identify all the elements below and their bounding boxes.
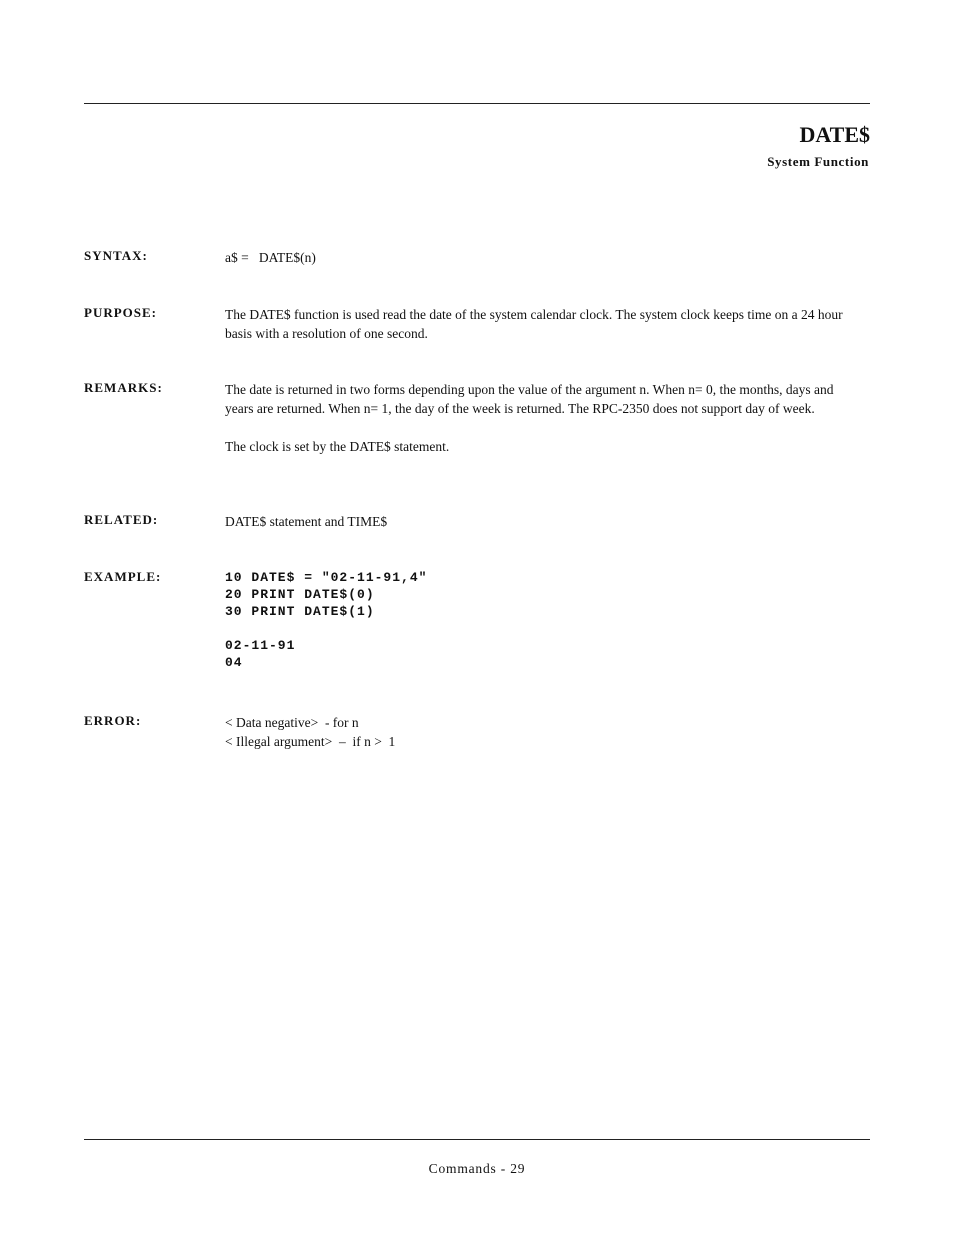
error-label: ERROR: [84, 713, 142, 728]
code-line: 20 PRINT DATE$(0) [225, 587, 375, 602]
related-text: DATE$ statement and TIME$ [225, 514, 388, 529]
remarks-paragraph-2: The clock is set by the DATE$ statement. [225, 439, 450, 454]
remarks-paragraph-1: The date is returned in two forms depending upon the value of the argument n. When n= 0, the months, days and years are returned. When n= 1, the day of the week is returned. The RPC-2350 does not support day of week. [225, 382, 834, 416]
code-spacer [225, 620, 855, 637]
example-code-block [225, 569, 855, 671]
header-rule [84, 103, 870, 104]
page-title: DATE$ [799, 122, 870, 147]
purpose-label: PURPOSE: [84, 305, 157, 320]
remarks-label: REMARKS: [84, 380, 163, 395]
related-label: RELATED: [84, 512, 159, 527]
error-line-2: < Illegal argument> – if n > 1 [225, 734, 396, 749]
purpose-paragraph: The DATE$ function is used read the date of the system calendar clock. The system clock keeps time on a 24 hour basis with a resolution of one second. [225, 307, 843, 341]
remarks-text [225, 380, 855, 456]
syntax-label: SYNTAX: [84, 248, 148, 263]
purpose-text [225, 305, 855, 343]
page-subtitle: System Function [767, 154, 869, 169]
code-line: 10 DATE$ = "02-11-91,4" [225, 570, 428, 585]
page-number: Commands - 29 [428, 1161, 526, 1176]
syntax-text: a$ = DATE$(n) [225, 250, 316, 265]
footer-rule [84, 1139, 870, 1140]
error-line-1: < Data negative> - for n [225, 715, 359, 730]
code-line: 30 PRINT DATE$(1) [225, 604, 375, 619]
output-line: 02-11-91 [225, 638, 296, 653]
example-label: EXAMPLE: [84, 569, 162, 584]
output-line: 04 [225, 655, 243, 670]
error-text [225, 713, 855, 751]
